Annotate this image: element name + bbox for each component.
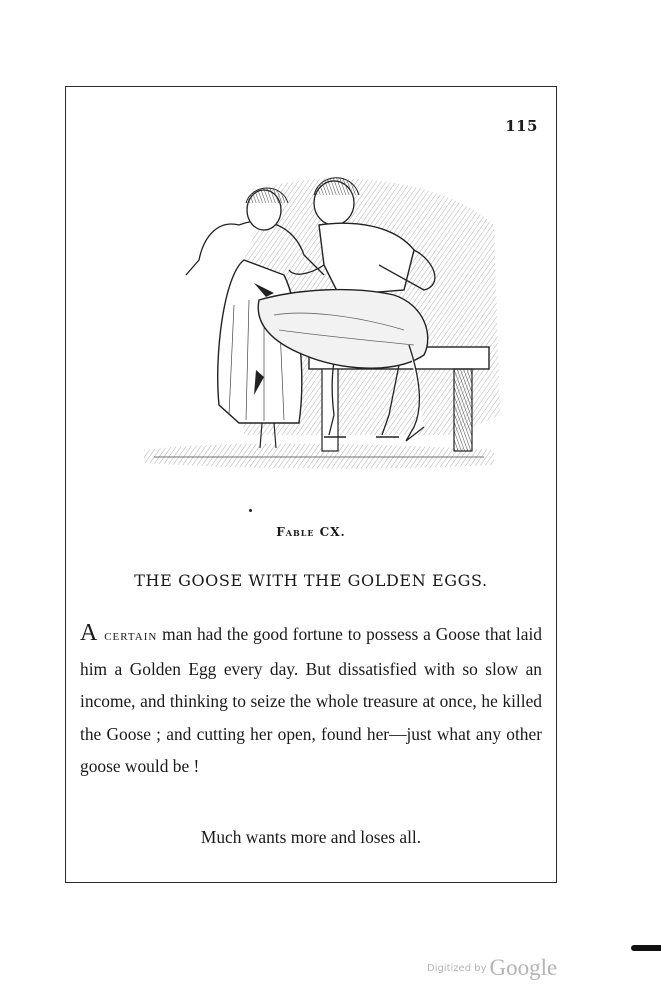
fable-body-dropcap: A xyxy=(80,620,98,646)
book-page xyxy=(65,86,557,883)
stray-mark xyxy=(249,509,252,512)
page-number: 115 xyxy=(505,117,538,135)
watermark-brand: Google xyxy=(489,955,558,980)
fable-body xyxy=(80,617,542,783)
watermark-prefix: Digitized by xyxy=(427,962,487,974)
fable-body-text: man had the good fortune to possess a Goose that laid him a Golden Egg every day. But dissatisfied with so slow an income, and thinking to seize the whole treasure at once, he killed the Goose ; and cutting her open, found her—just what any other goose would be ! xyxy=(80,624,542,776)
fable-number-roman: CX. xyxy=(319,525,346,539)
fable-body-smallcaps: certain xyxy=(104,628,158,644)
page-edge-mark xyxy=(631,945,661,951)
fable-moral: Much wants more and loses all. xyxy=(200,827,422,847)
fable-number xyxy=(66,525,556,539)
digitized-watermark xyxy=(427,955,557,981)
fable-title: THE GOOSE WITH THE GOLDEN EGGS. xyxy=(134,571,488,590)
fable-number-prefix: Fable xyxy=(276,525,315,539)
woodcut-illustration xyxy=(124,165,508,485)
